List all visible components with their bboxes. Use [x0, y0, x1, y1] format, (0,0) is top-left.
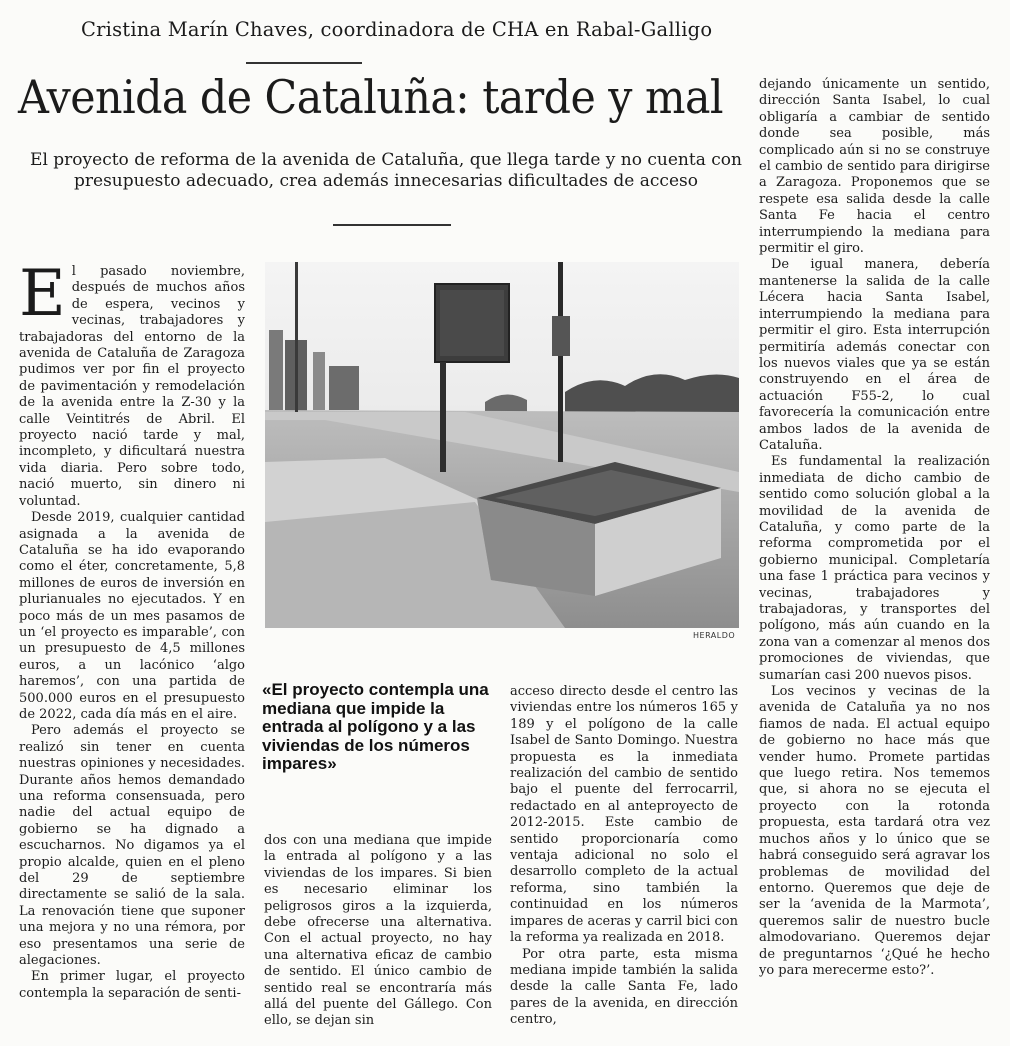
paragraph: Los vecinos y vecinas de la avenida de Cataluña ya no nos fiamos de nada. El actual equipo de gobierno no hace más que vender humo. Promete partidas que luego retira. Nos tememos que, si ahora no se ejecuta el proyecto con la rotonda propuesta, esta tardará otra vez muchos años y lo único que se habrá conseguido será agravar los problemas de movilidad del entorno. Queremos que deje de ser la ‘avenida de la Marmota’, queremos salir de nuestro bucle almodovariano. Queremos dejar de preguntarnos ‘¿Qué he hecho yo para merecerme esto?’.	[759, 684, 990, 978]
column-2	[264, 833, 492, 1033]
paragraph: dos con una mediana que impide la entrada al polígono y a las viviendas de los impares. Si bien es necesario eliminar los peligrosos giros a la izquierda, debe ofrecerse una alternativa. Con el actual proyecto, no hay una alternativa eficaz de cambio de sentido. El único cambio de sentido real se encontraría más allá del puente del Gállego. Con ello, se dejan sin	[264, 833, 492, 1029]
column-1	[19, 264, 245, 1039]
paragraph: En primer lugar, el proyecto contempla la separación de senti-	[19, 969, 245, 1001]
paragraph: Es fundamental la realización inmediata de dicho cambio de sentido como solución global a la movilidad de la avenida de Cataluña, y como parte de la reforma comprometida por el gobierno municipal. Completaría una fase 1 práctica para vecinos y vecinas, trabajadores y trabajadoras, y transportes del polígono, más aún cuando en la zona van a comenzar al menos dos promociones de viviendas, que sumarían casi 200 nuevos pisos.	[759, 454, 990, 683]
headline: Avenida de Cataluña: tarde y mal	[18, 70, 724, 124]
paragraph: Desde 2019, cualquier cantidad asignada a la avenida de Cataluña se ha ido evaporando como el éter, concretamente, 5,8 millones de euros de inversión en plurianuales no ejecutados. Y en poco más de un mes pasamos de un ‘el proyecto es imparable’, con un presupuesto de 4,5 millones euros, a un lacónico ‘algo haremos’, con una partida de 500.000 euros en el presupuesto de 2022, cada día más en el aire.	[19, 510, 245, 722]
pull-quote: «El proyecto contempla una mediana que impide la entrada al polígono y a las viviendas de los números impares»	[262, 680, 489, 774]
paragraph: De igual manera, debería mantenerse la salida de la calle Lécera hacia Santa Isabel, interrumpiendo la mediana para permitir el giro. Esta interrupción permitiría además conectar con los nuevos viales que ya se están construyendo en el área de actuación F55-2, lo cual favorecería la comunicación entre ambos lados de la avenida de Cataluña.	[759, 257, 990, 453]
paragraph: acceso directo desde el centro las viviendas entre los números 165 y 189 y el polígono de la calle Isabel de Santo Domingo. Nuestra propuesta es la inmediata realización del cambio de sentido bajo el puente del ferrocarril, redactado en al anteproyecto de 2012-2015. Este cambio de sentido proporcionaría como ventaja adicional no solo el desarrollo completo de la actual reforma, sino también la continuidad en los números impares de aceras y carril bici con la reforma ya realizada en 2018.	[510, 684, 738, 946]
deck-rule	[333, 224, 451, 226]
street-scene-image	[265, 262, 739, 628]
paragraph: Pero además el proyecto se realizó sin tener en cuenta nuestras opiniones y necesidades. Durante años hemos demandado una reforma consensuada, pero nadie del actual equipo de gobierno se ha dignado a escucharnos. No digamos ya el propio alcalde, quien en el pleno del 29 de septiembre directamente se salió de la sala. La renovación tiene que suponer una mejora y no una rémora, por eso presentamos una serie de alegaciones.	[19, 723, 245, 969]
drop-cap: E	[19, 264, 66, 331]
column-4	[759, 77, 990, 1039]
paragraph: Por otra parte, esta misma mediana impide también la salida desde la calle Santa Fe, lado pares de la avenida, en dirección centro,	[510, 946, 738, 1028]
deck: El proyecto de reforma de la avenida de Cataluña, que llega tarde y no cuenta con presupuesto adecuado, crea además innecesarias dificultades de acceso	[30, 150, 742, 191]
photo-credit: HERALDO	[693, 631, 736, 640]
byline: Cristina Marín Chaves, coordinadora de CHA en Rabal-Galligo	[81, 18, 713, 41]
paragraph: dejando únicamente un sentido, dirección Santa Isabel, lo cual obligaría a cambiar de sentido donde sea posible, más complicado aún si no se construye el cambio de sentido para dirigirse a Zaragoza. Proponemos que se respete esa salida desde la calle Santa Fe hacia el centro interrumpiendo la mediana para permitir el giro.	[759, 77, 990, 257]
byline-rule	[246, 62, 362, 64]
column-3	[510, 684, 738, 1033]
street-photo	[265, 262, 739, 628]
paragraph: El pasado noviembre, después de muchos años de espera, vecinos y vecinas, trabajadores y trabajadoras del entorno de la avenida de Cataluña de Zaragoza pudimos ver por fin el proyecto de pavimentación y remodelación de la avenida entre la Z-30 y la calle Veintitrés de Abril. El proyecto nació tarde y mal, incompleto, y dificultará nuestra vida diaria. Pero sobre todo, nació muerto, sin dinero ni voluntad.	[19, 264, 245, 509]
